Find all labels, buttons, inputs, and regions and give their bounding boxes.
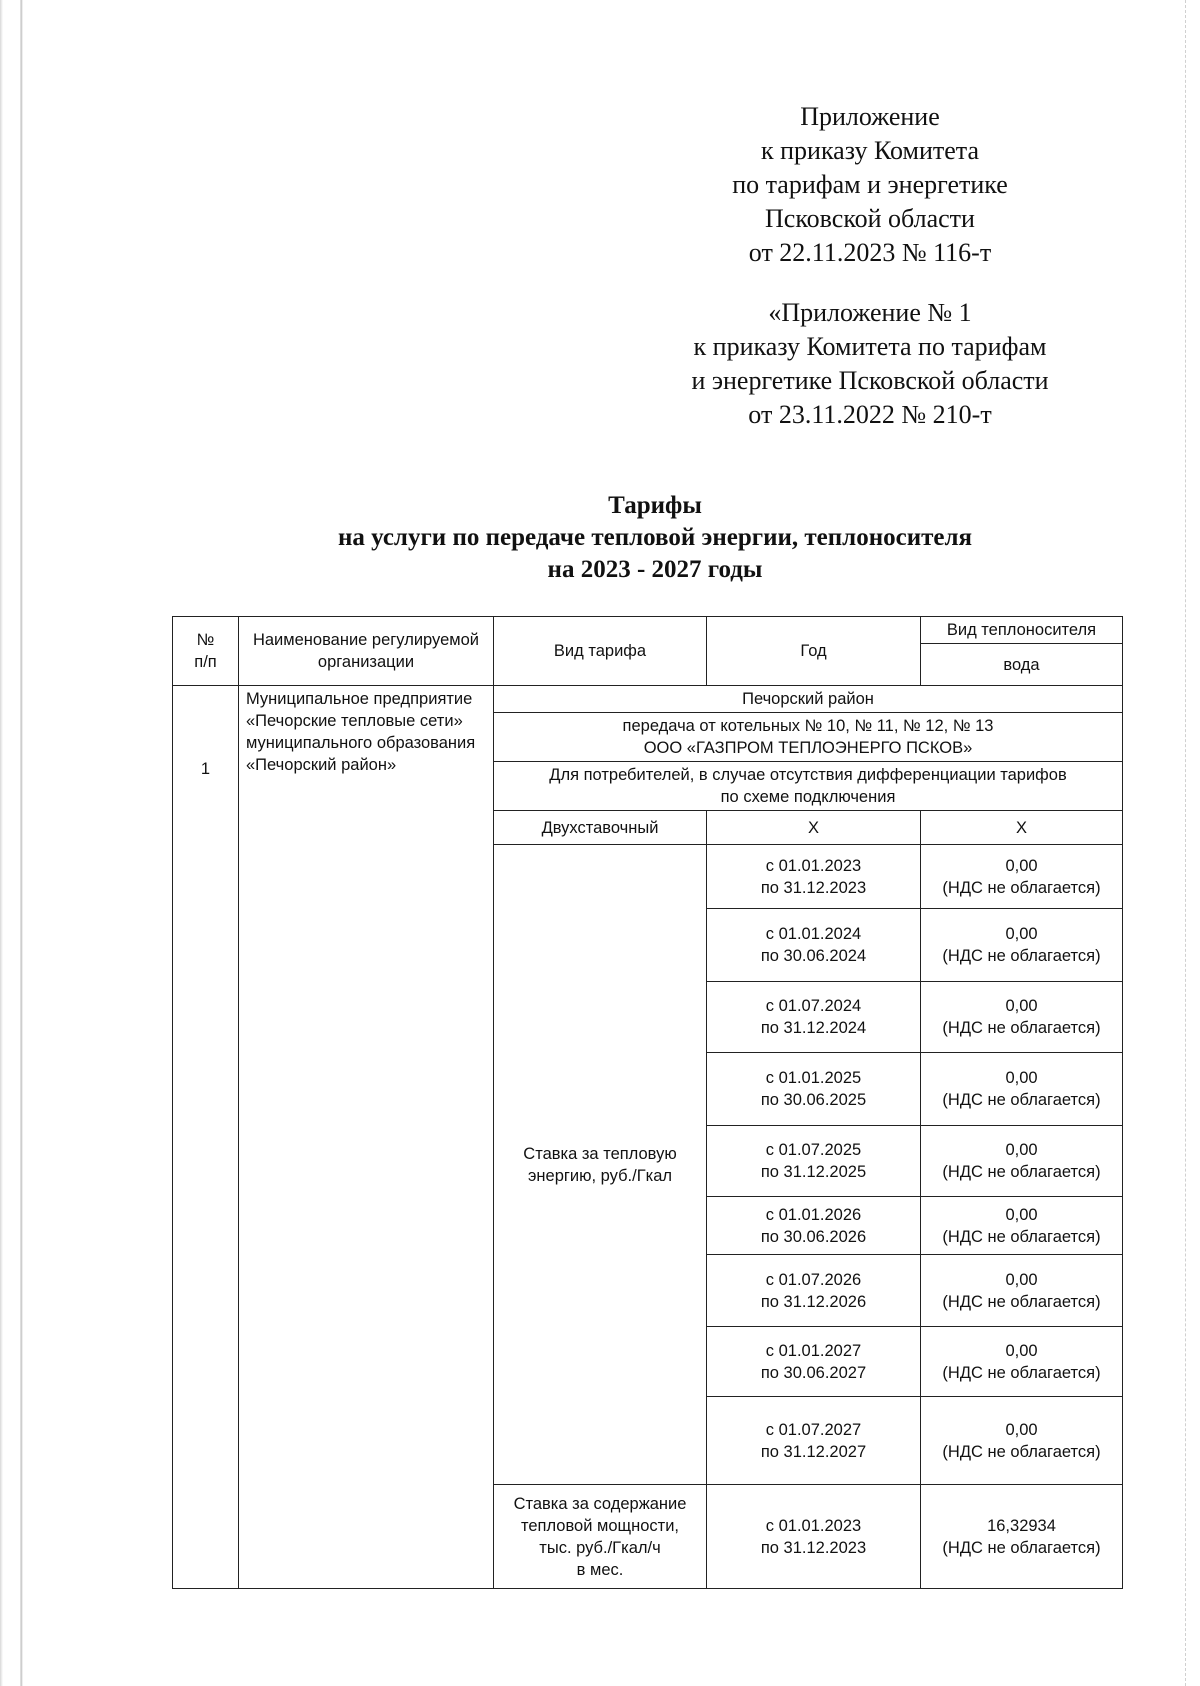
capacity-rate-line: Ставка за содержание bbox=[513, 1494, 687, 1513]
appendix-1-line: «Приложение № 1 bbox=[768, 298, 972, 327]
two-part-label: Двухставочный bbox=[541, 818, 659, 837]
tariffs-table bbox=[172, 616, 1123, 1589]
capacity-rate-line: тепловой мощности, bbox=[520, 1516, 680, 1535]
tariff-value: 0,00 bbox=[1005, 1205, 1038, 1224]
appendix-block bbox=[650, 100, 1090, 270]
capacity-rate-cell bbox=[494, 1485, 707, 1589]
district: Печорский район bbox=[742, 690, 874, 708]
period-cell bbox=[707, 1255, 921, 1327]
appendix-1-line: от 23.11.2022 № 210-т bbox=[748, 400, 992, 429]
document-title bbox=[160, 490, 1150, 586]
value-cell bbox=[921, 1197, 1123, 1255]
value-cell bbox=[921, 1053, 1123, 1126]
title-line: на 2023 - 2027 годы bbox=[547, 556, 763, 583]
period-from: с 01.07.2025 bbox=[765, 1141, 862, 1159]
period-from: с 01.01.2027 bbox=[765, 1341, 862, 1360]
x-cell bbox=[707, 811, 921, 845]
period-to: по 30.06.2024 bbox=[760, 947, 867, 965]
period-to: по 31.12.2027 bbox=[760, 1442, 867, 1461]
header-num bbox=[173, 617, 239, 686]
row-number bbox=[173, 686, 239, 1589]
appendix-1-block bbox=[650, 296, 1090, 432]
header-year bbox=[707, 617, 921, 686]
row-number-text: 1 bbox=[200, 760, 211, 778]
vat-note: (НДС не облагается) bbox=[942, 1442, 1101, 1461]
vat-note: (НДС не облагается) bbox=[942, 1363, 1101, 1382]
header-carrier bbox=[921, 617, 1123, 644]
period-cell bbox=[707, 845, 921, 909]
period-from: с 01.01.2023 bbox=[765, 856, 862, 875]
title-line: Тарифы bbox=[608, 492, 702, 519]
consumers-line: Для потребителей, в случае отсутствия дифференциации тарифов bbox=[549, 766, 1067, 784]
energy-rate-label: Ставка за тепловую энергию, руб./Гкал bbox=[523, 1144, 677, 1185]
period-cell bbox=[707, 1327, 921, 1397]
appendix-line: Псковской области bbox=[765, 204, 975, 233]
scan-left-edge bbox=[0, 0, 26, 1686]
tariff-value: 0,00 bbox=[1005, 1341, 1038, 1360]
vat-note: (НДС не облагается) bbox=[942, 1292, 1101, 1311]
period-cell bbox=[707, 1197, 921, 1255]
header-org bbox=[239, 617, 494, 686]
value-cell bbox=[921, 982, 1123, 1053]
appendix-line: к приказу Комитета bbox=[760, 136, 979, 165]
period-cell bbox=[707, 909, 921, 982]
appendix-1-line: и энергетике Псковской области bbox=[691, 366, 1049, 395]
value-cell bbox=[921, 1126, 1123, 1197]
period-from: с 01.07.2026 bbox=[765, 1270, 862, 1289]
vat-note: (НДС не облагается) bbox=[942, 1538, 1101, 1557]
header-row bbox=[173, 617, 1123, 644]
vat-note: (НДС не облагается) bbox=[942, 1227, 1101, 1246]
capacity-rate-line: тыс. руб./Гкал/ч bbox=[539, 1538, 661, 1557]
table-row bbox=[173, 686, 1123, 713]
period-cell bbox=[707, 1485, 921, 1589]
period-from: с 01.01.2023 bbox=[765, 1516, 862, 1535]
value-cell bbox=[921, 1485, 1123, 1589]
value-cell bbox=[921, 1327, 1123, 1397]
vat-note: (НДС не облагается) bbox=[942, 1091, 1101, 1109]
consumers-cell bbox=[494, 762, 1123, 811]
period-to: по 31.12.2024 bbox=[760, 1019, 867, 1037]
tariff-value: 16,32934 bbox=[987, 1516, 1056, 1535]
header-year-text: Год bbox=[800, 642, 827, 660]
supplier-name: ООО «ГАЗПРОМ ТЕПЛОЭНЕРГО ПСКОВ» bbox=[643, 739, 973, 757]
period-to: по 31.12.2023 bbox=[760, 878, 867, 897]
x-mark: Х bbox=[807, 818, 819, 837]
consumers-line: по схеме подключения bbox=[720, 788, 896, 806]
tariff-value: 0,00 bbox=[1005, 997, 1038, 1015]
period-from: с 01.07.2027 bbox=[765, 1420, 862, 1439]
header-tariff-type-text: Вид тарифа bbox=[553, 642, 647, 660]
period-to: по 30.06.2025 bbox=[760, 1091, 867, 1109]
capacity-rate-line: в мес. bbox=[576, 1560, 624, 1579]
period-to: по 31.12.2023 bbox=[760, 1538, 867, 1557]
x-cell bbox=[921, 811, 1123, 845]
header-water bbox=[921, 644, 1123, 686]
org-name-cell bbox=[239, 686, 494, 1589]
header-org-text: Наименование регулируемой организации bbox=[252, 631, 480, 671]
period-to: по 31.12.2026 bbox=[760, 1292, 867, 1311]
appendix-1-line: к приказу Комитета по тарифам bbox=[693, 332, 1047, 361]
period-cell bbox=[707, 982, 921, 1053]
vat-note: (НДС не облагается) bbox=[942, 878, 1101, 897]
value-cell bbox=[921, 1255, 1123, 1327]
header-tariff-type bbox=[494, 617, 707, 686]
period-from: с 01.01.2025 bbox=[765, 1069, 862, 1087]
vat-note: (НДС не облагается) bbox=[942, 1019, 1101, 1037]
title-line: на услуги по передаче тепловой энергии, теплоносителя bbox=[337, 524, 973, 551]
energy-rate-cell bbox=[494, 845, 707, 1485]
transfer-cell bbox=[494, 713, 1123, 762]
value-cell bbox=[921, 909, 1123, 982]
period-to: по 30.06.2027 bbox=[760, 1363, 867, 1382]
period-from: с 01.01.2024 bbox=[765, 925, 862, 943]
x-mark: Х bbox=[1015, 818, 1027, 837]
vat-note: (НДС не облагается) bbox=[942, 947, 1101, 965]
tariff-value: 0,00 bbox=[1005, 1069, 1038, 1087]
scan-right-edge bbox=[1185, 0, 1200, 1686]
period-to: по 31.12.2025 bbox=[760, 1163, 867, 1181]
period-cell bbox=[707, 1126, 921, 1197]
tariff-value: 0,00 bbox=[1005, 1141, 1038, 1159]
tariff-value: 0,00 bbox=[1005, 856, 1038, 875]
tariff-value: 0,00 bbox=[1005, 1270, 1038, 1289]
appendix-line: Приложение bbox=[800, 102, 940, 131]
tariff-value: 0,00 bbox=[1005, 1420, 1038, 1439]
header-num-text: № п/п bbox=[194, 631, 217, 671]
period-cell bbox=[707, 1397, 921, 1485]
transfer-line: передача от котельных № 10, № 11, № 12, № 13 bbox=[622, 717, 994, 735]
period-to: по 30.06.2026 bbox=[760, 1227, 867, 1246]
appendix-line: от 22.11.2023 № 116-т bbox=[748, 238, 992, 267]
header-carrier-text: Вид теплоносителя bbox=[946, 621, 1097, 639]
period-from: с 01.01.2026 bbox=[765, 1205, 862, 1224]
value-cell bbox=[921, 1397, 1123, 1485]
two-part-cell bbox=[494, 811, 707, 845]
header-water-text: вода bbox=[1003, 655, 1040, 674]
tariff-value: 0,00 bbox=[1005, 925, 1038, 943]
vat-note: (НДС не облагается) bbox=[942, 1163, 1101, 1181]
district-cell bbox=[494, 686, 1123, 713]
period-from: с 01.07.2024 bbox=[765, 997, 862, 1015]
org-name: Муниципальное предприятие «Печорские тепловые сети» муниципального образования «Печорский район» bbox=[246, 690, 476, 774]
period-cell bbox=[707, 1053, 921, 1126]
appendix-line: по тарифам и энергетике bbox=[732, 170, 1008, 199]
value-cell bbox=[921, 845, 1123, 909]
